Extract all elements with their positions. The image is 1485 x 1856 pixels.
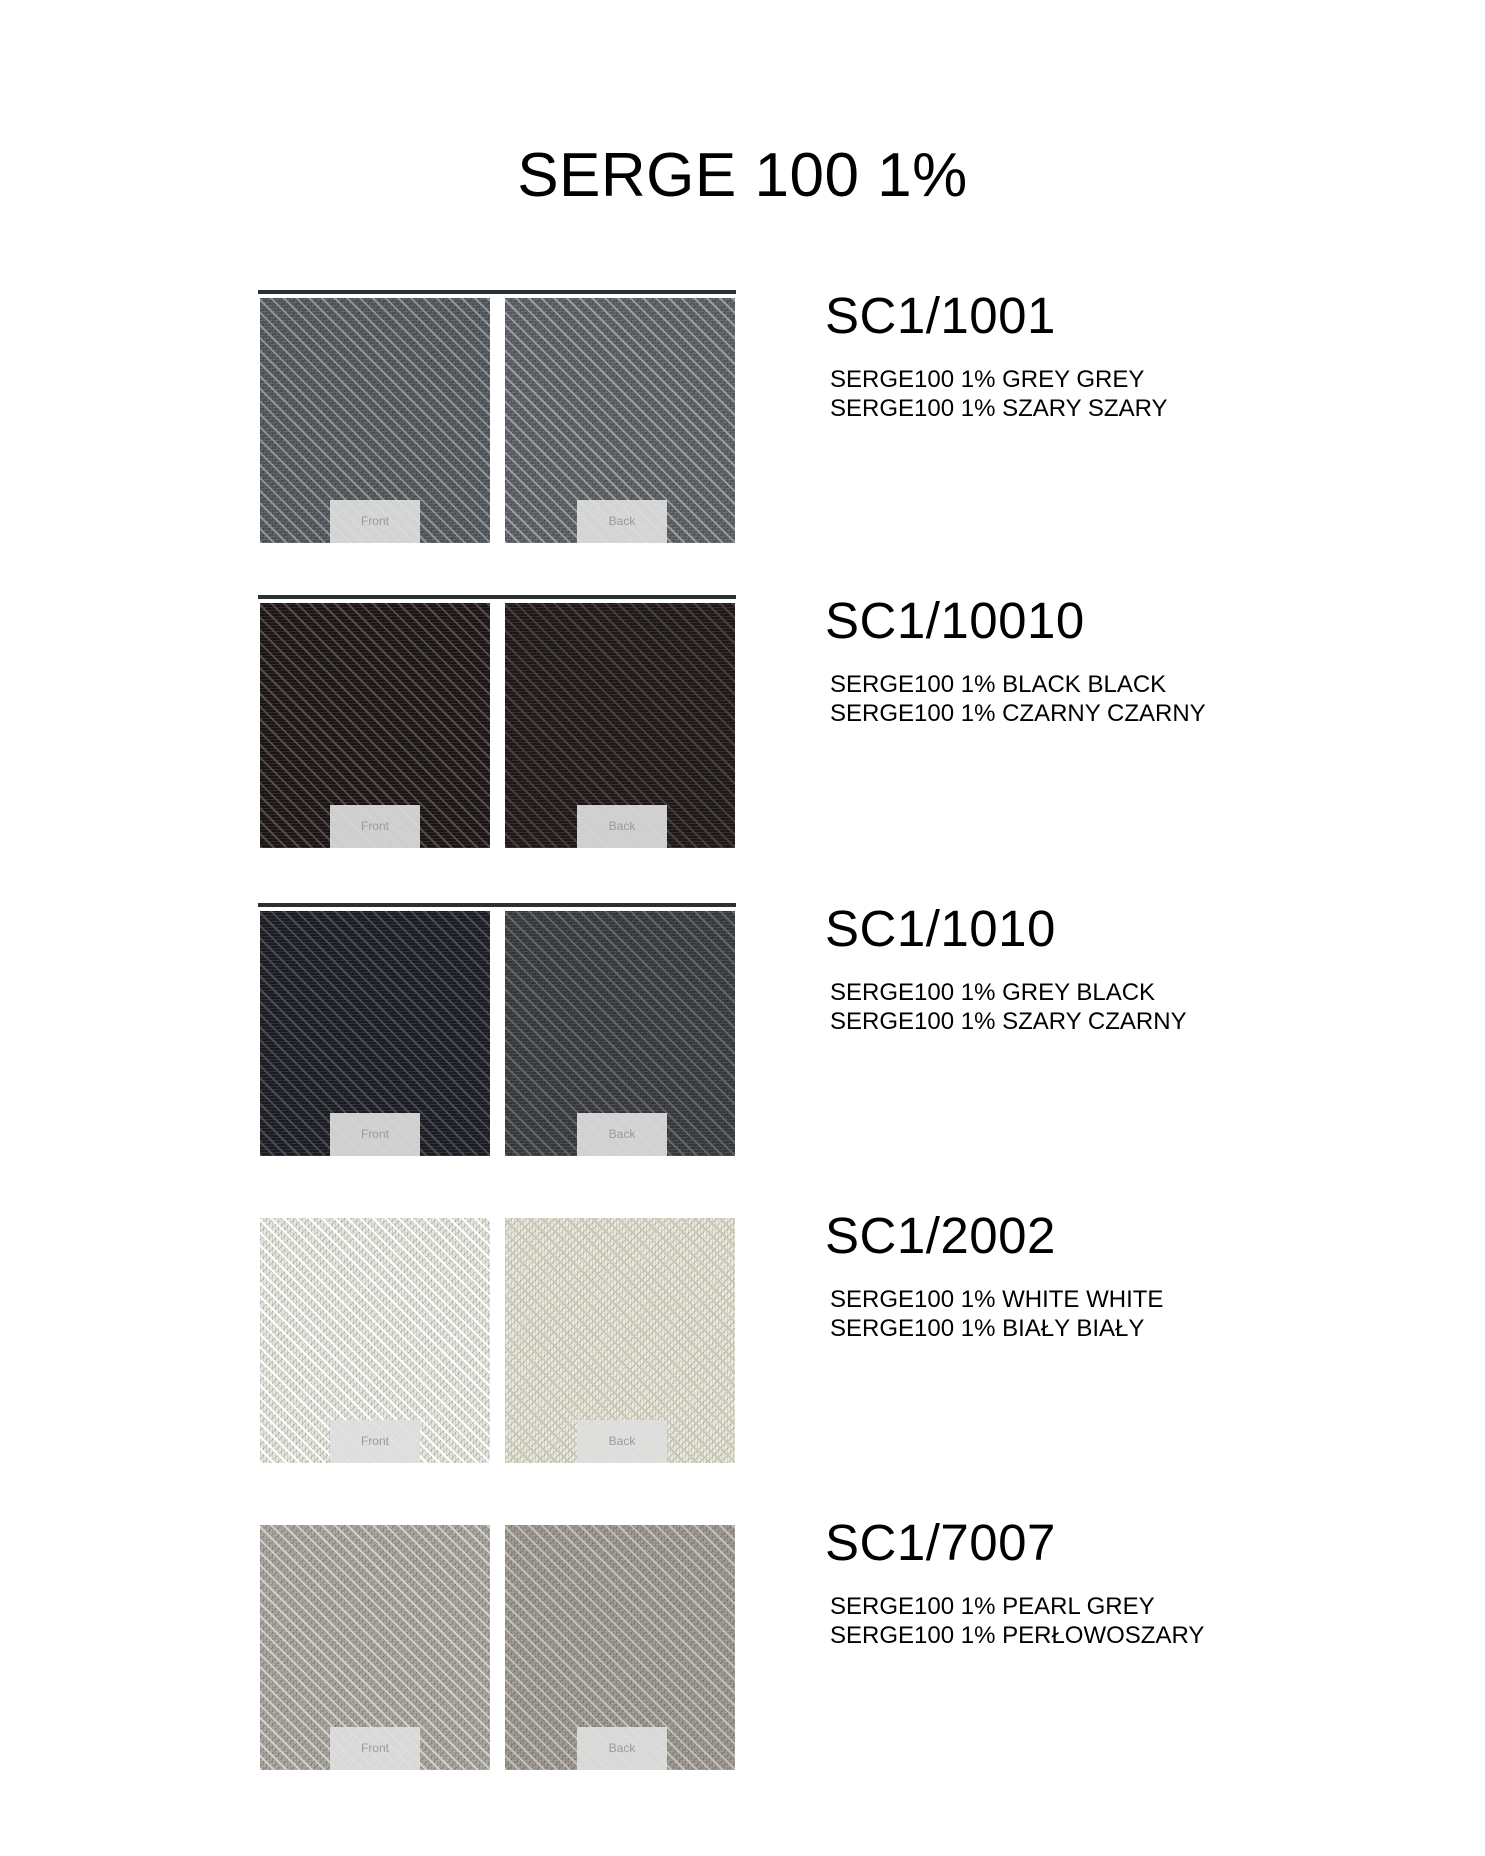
front-swatch: [260, 911, 490, 1156]
front-label: Front: [330, 1113, 420, 1156]
description-line-pl: SERGE100 1% SZARY SZARY: [830, 395, 1168, 422]
description-line-pl: SERGE100 1% BIAŁY BIAŁY: [830, 1315, 1145, 1342]
front-label: Front: [330, 1420, 420, 1463]
page-title: SERGE 100 1%: [517, 141, 968, 210]
back-swatch: [505, 298, 735, 543]
description-line-en: SERGE100 1% GREY BLACK: [830, 979, 1156, 1006]
fabric-description: [830, 1592, 1204, 1650]
description-line-en: SERGE100 1% WHITE WHITE: [830, 1286, 1164, 1313]
front-swatch: [260, 298, 490, 543]
description-line-pl: SERGE100 1% CZARNY CZARNY: [830, 700, 1206, 727]
description-line-en: SERGE100 1% PEARL GREY: [830, 1593, 1155, 1620]
back-swatch: [505, 1525, 735, 1770]
back-swatch: [505, 1218, 735, 1463]
fabric-row: [0, 1207, 1485, 1470]
swatch-top-border: [258, 595, 736, 599]
description-line-en: SERGE100 1% GREY GREY: [830, 366, 1145, 393]
description-line-pl: SERGE100 1% SZARY CZARNY: [830, 1008, 1187, 1035]
fabric-description: [830, 365, 1168, 423]
description-line-en: SERGE100 1% BLACK BLACK: [830, 671, 1167, 698]
front-label: Front: [330, 805, 420, 848]
front-swatch: [260, 1525, 490, 1770]
back-label: Back: [577, 1113, 667, 1156]
swatch-top-border: [258, 290, 736, 294]
front-swatch: [260, 603, 490, 848]
fabric-row: [0, 900, 1485, 1163]
fabric-description: [830, 978, 1187, 1036]
back-label: Back: [577, 500, 667, 543]
front-swatch: [260, 1218, 490, 1463]
description-line-pl: SERGE100 1% PERŁOWOSZARY: [830, 1622, 1205, 1649]
fabric-code: SC1/2002: [825, 1207, 1056, 1264]
back-label: Back: [577, 1420, 667, 1463]
front-label: Front: [330, 1727, 420, 1770]
fabric-description: [830, 1285, 1163, 1343]
fabric-code: SC1/1010: [825, 900, 1056, 957]
fabric-description: [830, 670, 1206, 728]
swatch-top-border: [258, 903, 736, 907]
fabric-code: SC1/10010: [825, 592, 1085, 649]
front-label: Front: [330, 500, 420, 543]
back-swatch: [505, 603, 735, 848]
back-label: Back: [577, 1727, 667, 1770]
back-swatch: [505, 911, 735, 1156]
fabric-row: [0, 592, 1485, 855]
fabric-row: [0, 1514, 1485, 1777]
back-label: Back: [577, 805, 667, 848]
fabric-code: SC1/7007: [825, 1514, 1056, 1571]
fabric-row: [0, 287, 1485, 550]
fabric-code: SC1/1001: [825, 287, 1056, 344]
